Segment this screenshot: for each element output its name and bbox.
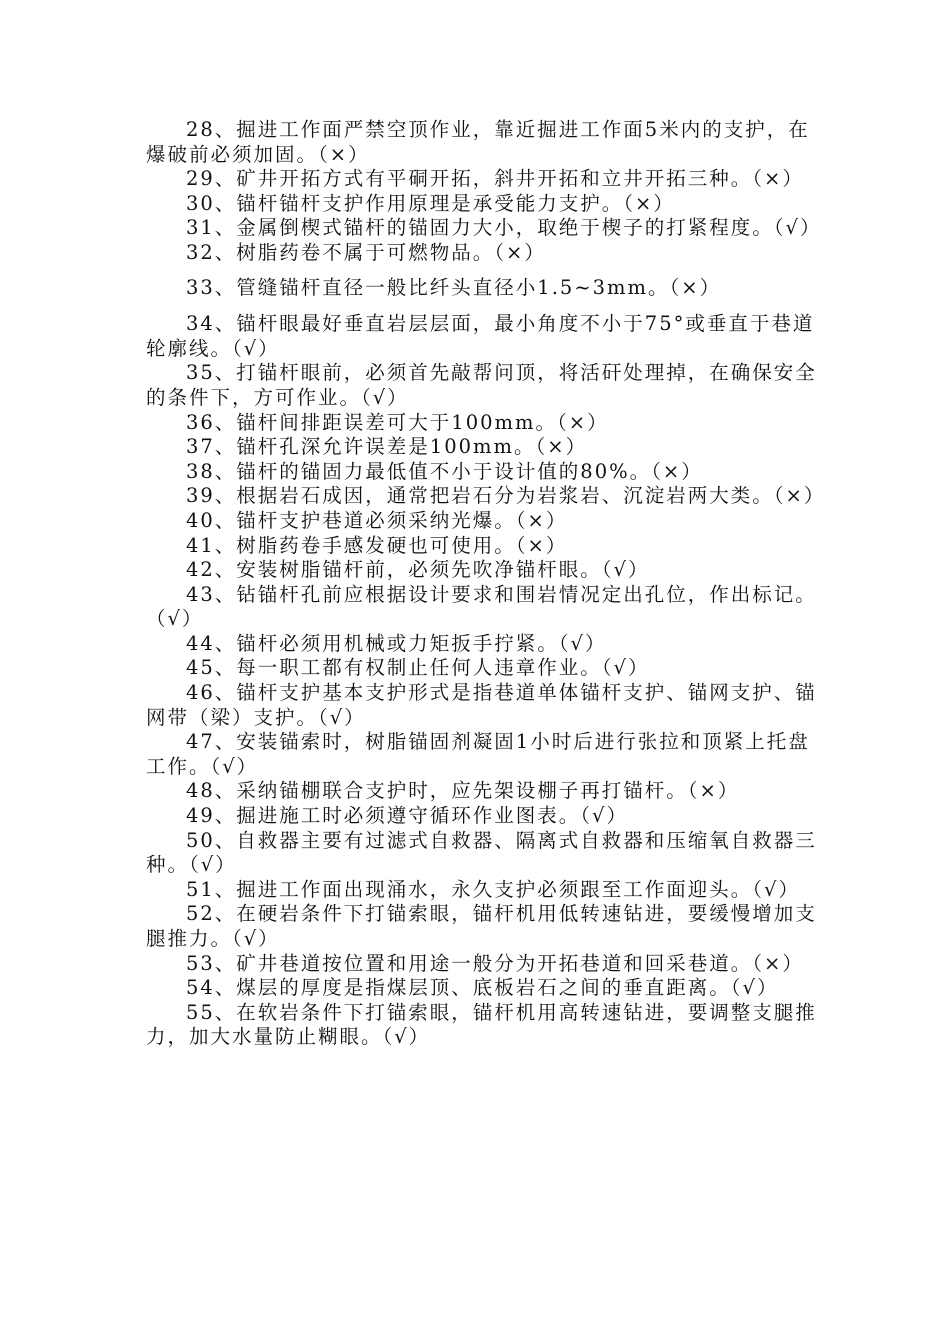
question-29: 29、矿井开拓方式有平硐开拓，斜井开拓和立井开拓三种。（×） bbox=[185, 167, 804, 191]
question-28: 28、掘进工作面严禁空顶作业，靠近掘进工作面5米内的支护，在爆破前必须加固。（×） bbox=[146, 118, 810, 166]
question-55: 55、在软岩条件下打锚索眼，锚杆机用高转速钻进，要调整支腿推力，加大水量防止糊眼。（√） bbox=[146, 1000, 817, 1049]
question-36: 36、锚杆间排距误差可大于100mm。（×） bbox=[185, 410, 609, 434]
question-35: 35、打锚杆眼前，必须首先敲帮问顶，将活矸处理掉，在确保安全的条件下，方可作业。（√） bbox=[146, 361, 817, 409]
question-32: 32、树脂药卷不属于可燃物品。（×） bbox=[185, 240, 546, 264]
question-31: 31、金属倒楔式锚杆的锚固力大小，取绝于楔子的打紧程度。（√） bbox=[185, 216, 822, 240]
question-48: 48、采纳锚棚联合支护时，应先架设棚子再打锚杆。（×） bbox=[185, 779, 740, 803]
question-44: 44、锚杆必须用机械或力矩扳手拧紧。（√） bbox=[185, 631, 607, 655]
question-51: 51、掘进工作面出现涌水，永久支护必须跟至工作面迎头。（√） bbox=[185, 877, 800, 901]
question-39: 39、根据岩石成因，通常把岩石分为岩浆岩、沉淀岩两大类。（×） bbox=[185, 484, 826, 508]
question-52: 52、在硬岩条件下打锚索眼，锚杆机用低转速钻进，要缓慢增加支腿推力。（√） bbox=[146, 902, 817, 950]
question-34: 34、锚杆眼最好垂直岩层层面，最小角度不小于75°或垂直于巷道轮廓线。（√） bbox=[146, 312, 815, 360]
question-47: 47、安装锚索时，树脂锚固剂凝固1小时后进行张拉和顶紧上托盘工作。（√） bbox=[146, 730, 810, 778]
question-54: 54、煤层的厚度是指煤层顶、底板岩石之间的垂直距离。（√） bbox=[185, 976, 779, 1000]
question-50: 50、自救器主要有过滤式自救器、隔离式自救器和压缩氧自救器三种。（√） bbox=[146, 828, 817, 877]
question-49: 49、掘进施工时必须遵守循环作业图表。（√） bbox=[185, 804, 628, 828]
document-body bbox=[146, 118, 826, 1050]
question-45: 45、每一职工都有权制止任何人违章作业。（√） bbox=[185, 656, 650, 680]
question-41: 41、树脂药卷手感发硬也可使用。（×） bbox=[185, 533, 568, 557]
question-40: 40、锚杆支护巷道必须采纳光爆。（×） bbox=[185, 508, 568, 532]
question-42: 42、安装树脂锚杆前，必须先吹净锚杆眼。（√） bbox=[185, 558, 650, 582]
question-30: 30、锚杆锚杆支护作用原理是承受能力支护。（×） bbox=[185, 191, 675, 215]
question-53: 53、矿井巷道按位置和用途一般分为开拓巷道和回采巷道。（×） bbox=[185, 951, 804, 975]
question-37: 37、锚杆孔深允许误差是100mm。（×） bbox=[185, 435, 588, 459]
question-46: 46、锚杆支护基本支护形式是指巷道单体锚杆支护、锚网支护、锚网带（梁）支护。（√） bbox=[146, 681, 817, 729]
question-43: 43、钻锚杆孔前应根据设计要求和围岩情况定出孔位，作出标记。（√） bbox=[146, 582, 817, 631]
question-38: 38、锚杆的锚固力最低值不小于设计值的80%。（×） bbox=[185, 459, 703, 483]
question-33: 33、管缝锚杆直径一般比纤头直径小1.5~3mm。（×） bbox=[185, 275, 722, 299]
